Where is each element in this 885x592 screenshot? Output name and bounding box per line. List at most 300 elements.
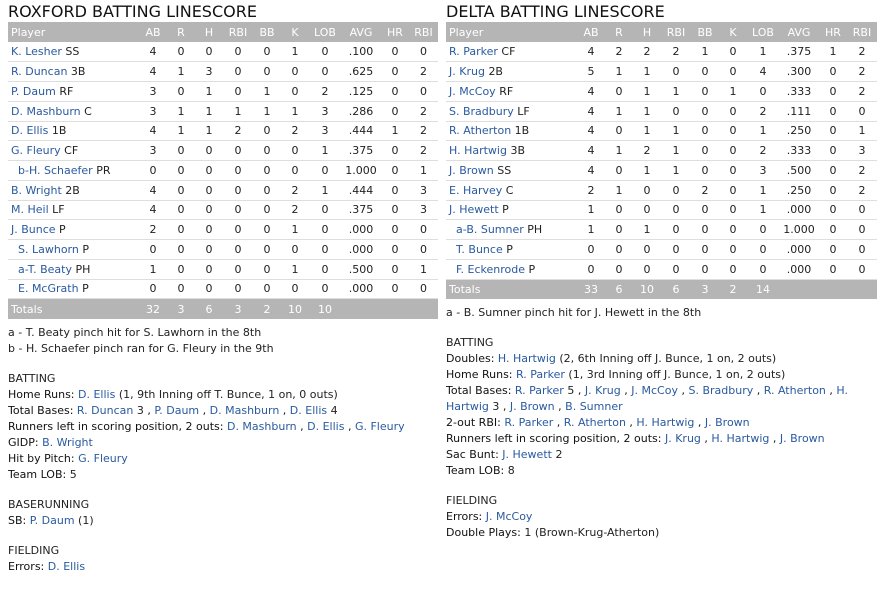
line-text: (1) — [74, 513, 94, 527]
player-link[interactable]: D. Mashburn — [11, 104, 81, 118]
totals-cell — [819, 279, 847, 299]
table-row — [8, 62, 438, 82]
stat-cell: 1 — [263, 84, 271, 98]
player-link[interactable]: G. Fleury — [11, 144, 61, 158]
delta-panel — [446, 0, 877, 541]
stat-cell: 3 — [321, 104, 329, 118]
player-link[interactable]: G. Fleury — [354, 419, 405, 433]
player-link[interactable]: B. Sumner — [565, 400, 623, 413]
player-link[interactable]: D. Mashburn — [226, 419, 297, 433]
line-label: Sac Bunt: — [446, 448, 503, 461]
stat-cell: 1 — [672, 144, 680, 158]
stat-cell: 0 — [177, 84, 185, 98]
stat-cell: .000 — [786, 242, 812, 256]
player-link[interactable]: F. Eckenrode — [456, 262, 526, 276]
stat-cell: 0 — [391, 84, 399, 98]
stat-cell: 0 — [672, 104, 680, 118]
player-link[interactable]: K. Lesher — [11, 45, 62, 59]
line-text: 2 — [551, 448, 563, 461]
stat-cell: 1 — [321, 144, 329, 158]
stat-cell: 1 — [205, 104, 213, 118]
roxford-sections — [8, 371, 438, 575]
table-row — [446, 141, 877, 161]
player-position: 3B — [510, 144, 526, 158]
player-link[interactable]: b-H. Schaefer — [18, 163, 93, 177]
stat-cell: 4 — [587, 104, 595, 118]
player-link[interactable]: H. Hartwig — [449, 144, 507, 158]
column-header-avg: AVG — [349, 25, 373, 39]
player-link[interactable]: R. Duncan — [76, 403, 134, 417]
line-text: 4 — [327, 403, 338, 417]
stat-cell: .000 — [348, 282, 374, 296]
line-label: SB: — [8, 513, 30, 527]
delta-linescore-table — [446, 22, 877, 299]
totals-cell: 2 — [729, 282, 737, 296]
stat-section — [8, 371, 438, 483]
table-row — [446, 259, 877, 279]
section-line — [446, 509, 877, 525]
player-link[interactable]: P. Daum — [29, 513, 75, 527]
stat-cell: 0 — [759, 242, 767, 256]
totals-label: Totals — [11, 302, 43, 316]
stat-cell: .444 — [348, 124, 374, 138]
stat-cell: 1 — [615, 104, 623, 118]
stat-cell: 0 — [205, 203, 213, 217]
column-header-bb: BB — [697, 25, 713, 39]
stat-cell: 0 — [321, 65, 329, 79]
stat-cell: 0 — [420, 45, 427, 59]
table-row — [446, 62, 877, 82]
stat-cell: 2 — [291, 183, 299, 197]
stat-cell: .000 — [348, 223, 374, 237]
player-cell — [8, 42, 139, 62]
stat-cell: 3 — [759, 163, 767, 177]
player-link[interactable]: J. Krug — [664, 432, 701, 445]
player-link[interactable]: R. Parker — [449, 45, 498, 59]
stat-cell: 0 — [672, 203, 680, 217]
stat-cell: 2 — [858, 183, 866, 197]
stat-cell: 0 — [321, 262, 329, 276]
line-text: , — [620, 384, 632, 397]
totals-cell: 6 — [205, 302, 213, 316]
table-row — [8, 279, 438, 299]
line-text: (1, 9th Inning off T. Bunce, 1 on, 0 outs) — [115, 387, 338, 401]
stat-cell: 0 — [263, 65, 271, 79]
stat-cell: 0 — [177, 282, 185, 296]
player-link[interactable]: D. Ellis — [11, 124, 49, 138]
stat-cell: 2 — [759, 144, 767, 158]
stat-cell: 2 — [291, 124, 299, 138]
stat-cell: 0 — [615, 124, 623, 138]
stat-cell: 0 — [291, 163, 299, 177]
totals-cell: 10 — [318, 302, 332, 316]
stat-cell: 2 — [858, 84, 866, 98]
stat-cell: 0 — [263, 242, 271, 256]
stat-cell: 0 — [858, 242, 866, 256]
column-header-avg: AVG — [787, 25, 811, 39]
stat-cell: 1 — [177, 104, 185, 118]
stat-cell: 0 — [729, 45, 737, 59]
stat-cell: 1 — [291, 45, 299, 59]
stat-cell: 0 — [587, 242, 595, 256]
table-row — [8, 240, 438, 260]
player-position: RF — [59, 84, 74, 98]
player-link[interactable]: H. Hartwig — [446, 384, 852, 413]
player-position: 2B — [65, 183, 80, 197]
player-link[interactable]: S. Bradbury — [449, 104, 514, 118]
totals-cell — [381, 299, 409, 319]
player-link[interactable]: R. Parker — [516, 368, 565, 381]
table-row — [446, 161, 877, 181]
stat-section — [446, 335, 877, 479]
player-link[interactable]: G. Fleury — [78, 451, 128, 465]
stat-cell: 1 — [291, 223, 299, 237]
stat-section — [8, 543, 438, 575]
column-header-ab: AB — [583, 25, 599, 39]
player-link[interactable]: J. McCoy — [631, 384, 678, 397]
column-header-lob: LOB — [752, 25, 774, 39]
footnote: a - T. Beaty pinch hit for S. Lawhorn in the 8th — [8, 325, 262, 339]
stat-cell: 4 — [587, 124, 595, 138]
stat-cell: 1 — [420, 262, 427, 276]
stat-cell: 0 — [321, 45, 329, 59]
stat-cell: 0 — [205, 144, 213, 158]
stat-cell: 0 — [263, 144, 271, 158]
stat-cell: .250 — [786, 124, 812, 138]
stat-cell: 3 — [420, 203, 427, 217]
stat-cell: 1 — [759, 183, 767, 197]
stat-cell: 1 — [672, 163, 680, 177]
stat-cell: 1 — [291, 262, 299, 276]
totals-cell: 2 — [263, 302, 271, 316]
column-header-k: K — [291, 25, 299, 39]
stat-cell: 1 — [149, 262, 157, 276]
stat-cell: 0 — [729, 104, 737, 118]
stat-cell: 1 — [643, 124, 651, 138]
stat-cell: 0 — [177, 163, 185, 177]
player-link[interactable]: J. Brown — [509, 400, 555, 413]
stat-cell: 0 — [729, 262, 737, 276]
column-header-hr: HR — [387, 25, 403, 39]
stat-cell: 0 — [321, 163, 329, 177]
stat-cell: 1 — [263, 104, 271, 118]
stat-cell: 0 — [615, 163, 623, 177]
section-line — [446, 431, 877, 447]
player-link[interactable]: R. Atherton — [563, 416, 626, 429]
player-link[interactable]: B. Wright — [11, 183, 62, 197]
player-position: PR — [96, 163, 111, 177]
stat-cell: 0 — [391, 45, 399, 59]
player-link[interactable]: E. Harvey — [449, 183, 503, 197]
player-cell — [446, 82, 577, 102]
stat-cell: 0 — [701, 124, 709, 138]
stat-cell: .000 — [348, 242, 374, 256]
stat-cell: 0 — [234, 242, 242, 256]
line-text: , — [554, 400, 566, 413]
stat-cell: 0 — [701, 104, 709, 118]
column-header-rbi: RBI — [414, 25, 433, 39]
stat-cell: .625 — [348, 65, 374, 79]
player-link[interactable]: a-T. Beaty — [18, 262, 72, 276]
player-position: P — [528, 262, 536, 276]
stat-cell: 0 — [829, 163, 837, 177]
table-row — [446, 220, 877, 240]
player-link[interactable]: J. McCoy — [449, 84, 496, 98]
player-link[interactable]: J. Bunce — [11, 223, 56, 237]
stat-cell: 0 — [391, 65, 399, 79]
stat-cell: 2 — [643, 45, 651, 59]
column-header-player: Player — [449, 25, 484, 39]
stat-cell: 0 — [263, 262, 271, 276]
player-link[interactable]: P. Daum — [11, 84, 56, 98]
line-text: (2, 6th Inning off J. Bunce, 1 on, 2 outs) — [555, 352, 777, 365]
stat-cell: .100 — [348, 45, 374, 59]
line-text: , — [753, 384, 764, 397]
stat-cell: 3 — [858, 144, 866, 158]
stat-cell: 1 — [587, 203, 595, 217]
section-line — [446, 463, 877, 479]
player-link[interactable]: P. Daum — [154, 403, 200, 417]
stat-cell: 0 — [420, 223, 427, 237]
stat-cell: 0 — [729, 124, 737, 138]
stat-cell: 2 — [420, 65, 427, 79]
line-text: (1, 3rd Inning off J. Bunce, 1 on, 2 outs) — [564, 368, 786, 381]
stat-cell: 0 — [701, 65, 709, 79]
stat-cell: 0 — [234, 144, 242, 158]
player-position: P — [502, 203, 509, 217]
table-row — [8, 82, 438, 102]
player-position: RF — [499, 84, 514, 98]
stat-cell: 0 — [701, 144, 709, 158]
roxford-header-row — [8, 22, 438, 42]
player-cell — [8, 82, 139, 102]
player-link[interactable]: T. Bunce — [456, 242, 503, 256]
stat-cell: 1 — [829, 45, 837, 59]
player-link[interactable]: J. Krug — [449, 65, 485, 79]
line-label: Home Runs: — [8, 387, 79, 401]
stat-cell: 0 — [701, 242, 709, 256]
stat-cell: 0 — [205, 163, 213, 177]
player-link[interactable]: R. Duncan — [11, 65, 68, 79]
stat-cell: 0 — [149, 282, 157, 296]
stat-cell: 3 — [149, 84, 157, 98]
line-label: Team LOB: — [8, 467, 70, 481]
player-link[interactable]: S. Lawhorn — [18, 242, 79, 256]
stat-cell: 1 — [729, 84, 737, 98]
player-link[interactable]: R. Parker — [504, 416, 554, 429]
stat-cell: 2 — [420, 104, 427, 118]
stat-cell: 0 — [701, 203, 709, 217]
player-cell — [8, 200, 139, 220]
player-cell — [446, 121, 577, 141]
totals-cell — [341, 299, 381, 319]
stat-cell: .250 — [786, 183, 812, 197]
player-link[interactable]: J. Brown — [704, 416, 750, 429]
section-line — [8, 403, 438, 419]
column-header-r: R — [615, 25, 623, 39]
stat-cell: 0 — [420, 84, 427, 98]
stat-cell: 0 — [205, 223, 213, 237]
player-cell — [8, 62, 139, 82]
table-row — [8, 101, 438, 121]
stat-cell: 0 — [829, 242, 837, 256]
line-label: Total Bases: — [446, 384, 515, 397]
player-link[interactable]: R. Atherton — [763, 384, 826, 397]
stat-cell: 0 — [234, 282, 242, 296]
stat-cell: 0 — [234, 223, 242, 237]
stat-cell: 4 — [149, 45, 157, 59]
player-link[interactable]: D. Mashburn — [209, 403, 280, 417]
stat-cell: 2 — [858, 163, 866, 177]
stat-cell: .375 — [786, 45, 812, 59]
column-header-hr: HR — [825, 25, 841, 39]
player-link[interactable]: S. Bradbury — [688, 384, 754, 397]
totals-cell — [847, 279, 877, 299]
column-header-rbi: RBI — [666, 25, 686, 39]
player-link[interactable]: J. Hewett — [449, 203, 499, 217]
player-link[interactable]: J. Brown — [449, 163, 494, 177]
stat-cell: 4 — [149, 203, 157, 217]
stat-cell: 3 — [321, 124, 329, 138]
stat-cell: 0 — [729, 183, 737, 197]
stat-section — [8, 497, 438, 529]
delta-body — [446, 42, 877, 299]
player-cell — [446, 180, 577, 200]
player-link[interactable]: H. Hartwig — [711, 432, 770, 445]
line-text: , — [825, 384, 837, 397]
stat-section — [446, 493, 877, 541]
totals-row — [8, 299, 438, 319]
player-position: CF — [64, 144, 79, 158]
stat-cell: 1 — [420, 163, 427, 177]
player-link[interactable]: R. Atherton — [449, 124, 512, 138]
stat-cell: 0 — [672, 242, 680, 256]
section-line — [446, 367, 877, 383]
player-link[interactable]: E. McGrath — [18, 282, 79, 296]
player-cell — [446, 220, 577, 240]
stat-cell: 1 — [321, 183, 329, 197]
line-label: Runners left in scoring position, 2 outs: — [8, 419, 227, 433]
table-row — [446, 101, 877, 121]
stat-cell: 4 — [149, 124, 157, 138]
line-text: , — [625, 416, 637, 429]
section-line — [8, 559, 438, 575]
stat-cell: 3 — [205, 65, 213, 79]
stat-cell: 0 — [759, 262, 767, 276]
stat-cell: 1 — [615, 65, 623, 79]
stat-cell: 0 — [205, 242, 213, 256]
stat-cell: 1 — [643, 104, 651, 118]
stat-cell: 0 — [234, 45, 242, 59]
totals-label: Totals — [449, 282, 481, 296]
table-row — [8, 42, 438, 62]
stat-cell: 0 — [829, 84, 837, 98]
stat-cell: 0 — [643, 183, 651, 197]
stat-cell: 0 — [234, 203, 242, 217]
player-link[interactable]: B. Wright — [42, 435, 93, 449]
player-link[interactable]: a-B. Sumner — [456, 223, 524, 237]
player-cell — [8, 220, 139, 240]
stat-cell: 0 — [615, 262, 623, 276]
stat-cell: 0 — [205, 45, 213, 59]
line-label: Errors: — [446, 510, 486, 523]
stat-cell: 0 — [263, 282, 271, 296]
line-text: , — [694, 416, 705, 429]
stat-cell: 0 — [858, 262, 866, 276]
stat-cell: 0 — [701, 262, 709, 276]
stat-cell: 2 — [643, 144, 651, 158]
stat-cell: 0 — [177, 242, 185, 256]
table-row — [446, 200, 877, 220]
player-link[interactable]: D. Ellis — [47, 559, 86, 573]
stat-cell: .111 — [786, 104, 812, 118]
section-line — [446, 447, 877, 463]
line-label: Runners left in scoring position, 2 outs: — [446, 432, 665, 445]
stat-cell: 4 — [587, 144, 595, 158]
stat-cell: 1 — [858, 124, 866, 138]
player-cell — [446, 161, 577, 181]
player-link[interactable]: J. McCoy — [485, 510, 533, 523]
stat-cell: 0 — [672, 262, 680, 276]
player-link[interactable]: D. Ellis — [307, 419, 345, 433]
column-header-rbi: RBI — [852, 25, 872, 39]
column-header-player: Player — [11, 25, 46, 39]
stat-cell: 0 — [177, 45, 185, 59]
stat-cell: 0 — [858, 223, 866, 237]
stat-cell: 0 — [291, 242, 299, 256]
stat-cell: 0 — [391, 282, 399, 296]
stat-cell: .286 — [348, 104, 374, 118]
player-position: LF — [517, 104, 530, 118]
player-link[interactable]: H. Hartwig — [497, 352, 556, 365]
stat-cell: 0 — [672, 183, 680, 197]
line-label: Total Bases: — [8, 403, 77, 417]
player-link[interactable]: J. Krug — [584, 384, 621, 397]
stat-cell: 0 — [263, 163, 271, 177]
delta-sections — [446, 335, 877, 541]
line-label: Home Runs: — [446, 368, 517, 381]
player-cell — [8, 121, 139, 141]
stat-cell: 2 — [420, 144, 427, 158]
player-cell — [446, 240, 577, 260]
player-position: 3B — [70, 65, 86, 79]
player-cell — [8, 279, 139, 299]
stat-cell: 0 — [234, 183, 242, 197]
stat-cell: 0 — [829, 104, 837, 118]
stat-cell: 2 — [615, 45, 623, 59]
column-header-ab: AB — [145, 25, 161, 39]
player-link[interactable]: M. Heil — [11, 203, 49, 217]
player-link[interactable]: D. Ellis — [78, 387, 116, 401]
player-link[interactable]: H. Hartwig — [636, 416, 695, 429]
player-link[interactable]: R. Parker — [514, 384, 564, 397]
player-link[interactable]: J. Brown — [779, 432, 825, 445]
player-position: C — [505, 183, 514, 197]
player-cell — [8, 161, 139, 181]
line-text: 1 (Brown-Krug-Atherton) — [524, 526, 660, 539]
roxford-linescore-table — [8, 22, 438, 319]
player-link[interactable]: D. Ellis — [289, 403, 328, 417]
stat-cell: 1 — [615, 183, 623, 197]
stat-cell: 2 — [420, 124, 427, 138]
player-position: LF — [52, 203, 65, 217]
stat-cell: 0 — [829, 223, 837, 237]
player-position: SS — [65, 45, 80, 59]
stat-cell: 0 — [829, 144, 837, 158]
stat-cell: 2 — [587, 183, 595, 197]
line-text: 5 — [69, 467, 77, 481]
player-link[interactable]: J. Hewett — [502, 448, 552, 461]
